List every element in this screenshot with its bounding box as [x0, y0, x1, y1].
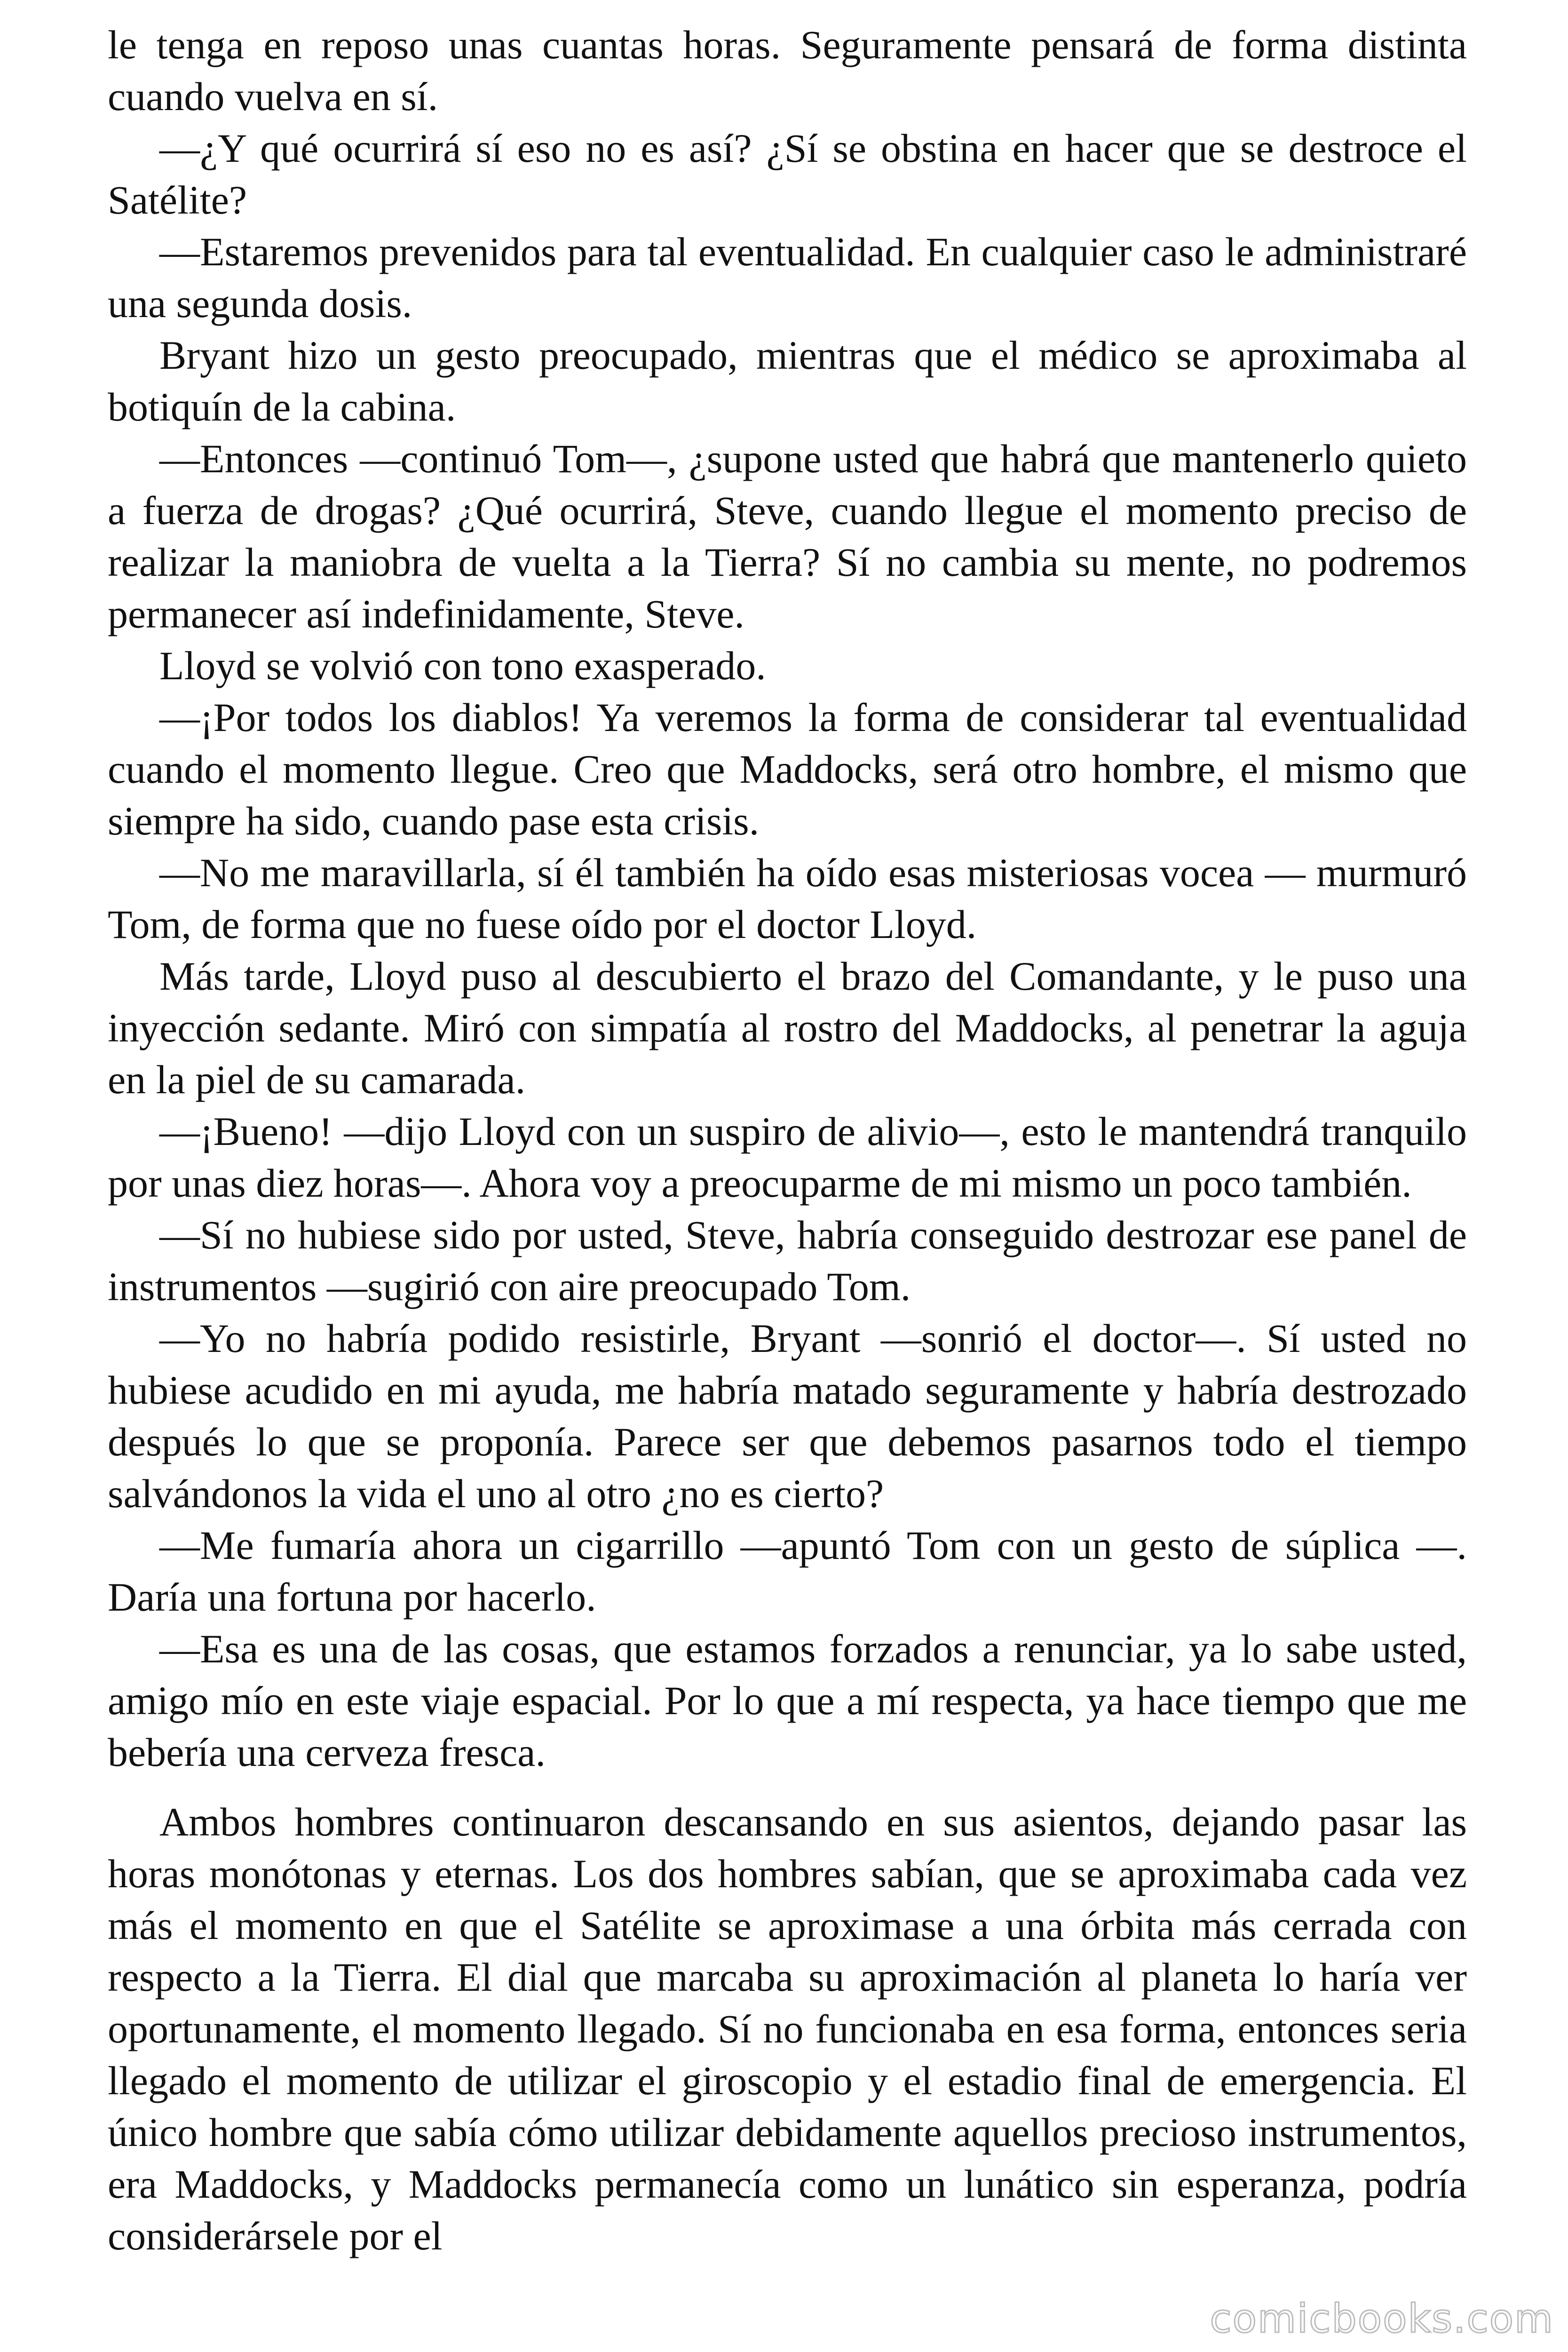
watermark-logo: comicbooks.com — [1210, 2296, 1554, 2342]
paragraph-10: —¡Bueno! —dijo Lloyd con un suspiro de alivio—, esto le mantendrá tranquilo por unas diez horas—. Ahora voy a preocuparme de mi mismo un poco también. — [108, 1109, 1467, 1206]
paragraph-5: —Entonces —continuó Tom—, ¿supone usted que habrá que mantenerlo quieto a fuerza de drogas? ¿Qué ocurrirá, Steve, cuando llegue el momento preciso de realizar la maniobra de vuelta a la Tierra? Sí no cambia su mente, no podremos permanecer así indefinidamente, Steve. — [108, 436, 1467, 636]
paragraph-11: —Sí no hubiese sido por usted, Steve, habría conseguido destrozar ese panel de instrumentos —sugirió con aire preocupado Tom. — [108, 1212, 1467, 1309]
paragraph-13: —Me fumaría ahora un cigarrillo —apuntó Tom con un gesto de súplica —. Daría una fortuna por hacerlo. — [108, 1523, 1467, 1620]
paragraph-14: —Esa es una de las cosas, que estamos forzados a renunciar, ya lo sabe usted, amigo mío en este viaje espacial. Por lo que a mí respecta, ya hace tiempo que me bebería una cerveza fresca. — [108, 1626, 1467, 1775]
paragraph-1: le tenga en reposo unas cuantas horas. Seguramente pensará de forma distinta cuando vuelva en sí. — [108, 22, 1467, 119]
paragraph-2: —¿Y qué ocurrirá sí eso no es así? ¿Sí se obstina en hacer que se destroce el Satélite? — [108, 126, 1467, 222]
paragraph-9: Más tarde, Lloyd puso al descubierto el brazo del Comandante, y le puso una inyección sedante. Miró con simpatía al rostro del Maddocks, al penetrar la aguja en la piel de su camarada. — [108, 954, 1467, 1102]
paragraph-15: Ambos hombres continuaron descansando en sus asientos, dejando pasar las horas monótonas y eternas. Los dos hombres sabían, que se aproximaba cada vez más el momento en que el Satélite se aproximase a una órbita más cerrada con respecto a la Tierra. El dial que marcaba su aproximación al planeta lo haría ver oportunamente, el momento llegado. Sí no funcionaba en esa forma, entonces seria llegado el momento de utilizar el giroscopio y el estadio final de emergencia. El único hombre que sabía cómo utilizar debidamente aquellos precioso instrumentos, era Maddocks, y Maddocks permanecía como un lunático sin esperanza, podría considerársele por el — [108, 1799, 1467, 2258]
paragraph-3: —Estaremos prevenidos para tal eventualidad. En cualquier caso le administraré una segunda dosis. — [108, 229, 1467, 326]
paragraph-8: —No me maravillarla, sí él también ha oído esas misteriosas vocea — murmuró Tom, de forma que no fuese oído por el doctor Lloyd. — [108, 850, 1467, 947]
paragraph-12: —Yo no habría podido resistirle, Bryant —sonrió el doctor—. Sí usted no hubiese acudido en mi ayuda, me habría matado seguramente y habría destrozado después lo que se proponía. Parece ser que debemos pasarnos todo el tiempo salvándonos la vida el uno al otro ¿no es cierto? — [108, 1316, 1467, 1516]
paragraph-4: Bryant hizo un gesto preocupado, mientras que el médico se aproximaba al botiquín de la cabina. — [108, 333, 1467, 429]
paragraph-7: —¡Por todos los diablos! Ya veremos la forma de considerar tal eventualidad cuando el momento llegue. Creo que Maddocks, será otro hombre, el mismo que siempre ha sido, cuando pase esta crisis. — [108, 695, 1467, 843]
page-body — [108, 19, 1467, 2324]
paragraph-6: Lloyd se volvió con tono exasperado. — [159, 643, 766, 688]
